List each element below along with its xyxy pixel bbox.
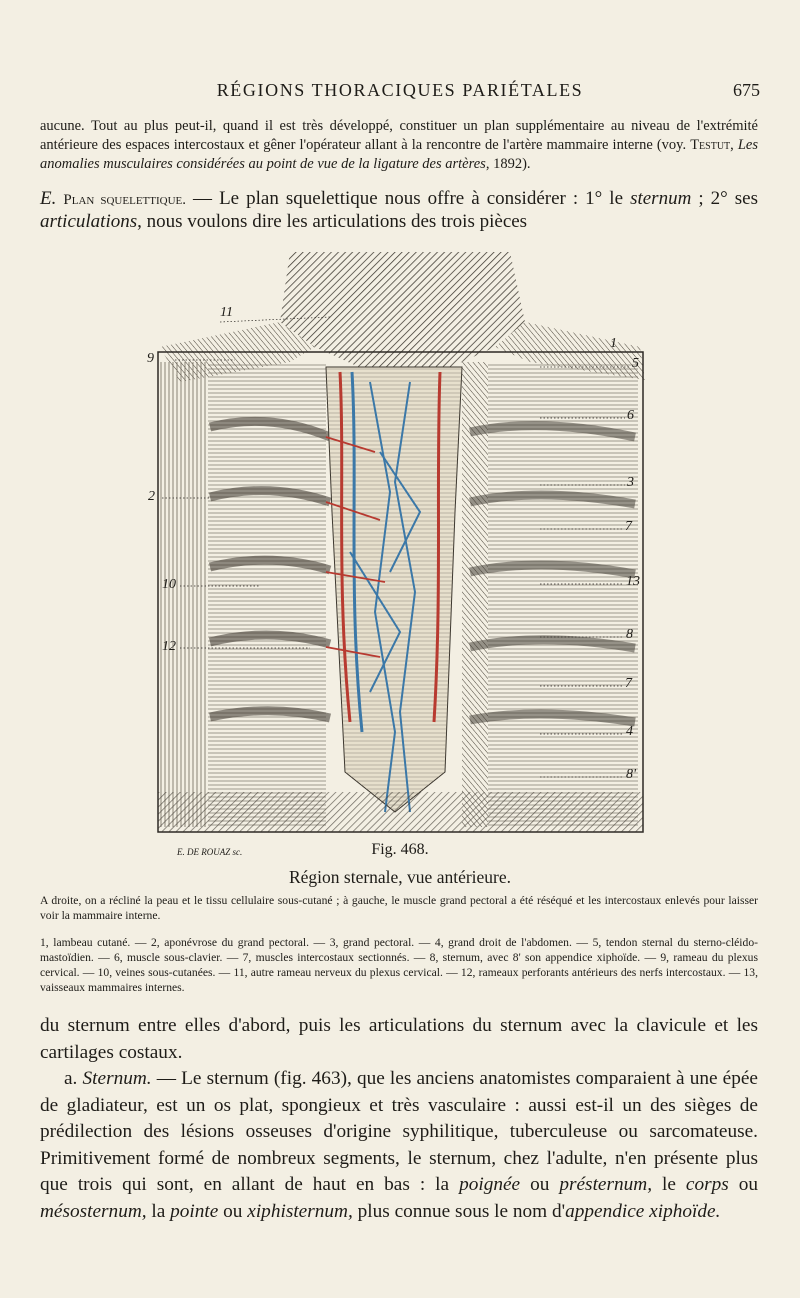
intro-paragraph: aucune. Tout au plus peut-il, quand il est très développé, constituer un plan supplémentaire au niveau de l'extrémité antérieure des espaces intercostaux et gêner l'opérateur allant à la rencontre de l'artère mammaire interne (voy. Testut, Les anomalies musculaires considérées au point de vue de la ligature des artères, 1892). [40, 118, 759, 172]
p2-poignee: poignée [459, 1174, 521, 1195]
caption-legend: 1, lambeau cutané. — 2, aponévrose du grand pectoral. — 3, grand pectoral. — 4, grand droit de l'abdomen. — 5, tendon sternal du sterno-cléido-mastoïdien. — 6, muscle sous-clavier. — 7, muscles intercostaux sectionnés. — 8, sternum, avec 8' son appendice xiphoïde. — 9, rameau du plexus cervical. — 10, veines sous-cutanées. — 11, autre rameau nerveux du plexus cervical. — 12, rameaux perforants antérieurs des nerfs intercostaux. — 13, vaisseaux mammaires internes. [40, 936, 758, 994]
caption-title: Région sternale, vue antérieure. [288, 867, 512, 887]
p2-corps: corps [685, 1174, 729, 1195]
label-7-upper: 7 [625, 519, 632, 534]
body-text [40, 1013, 758, 1225]
label-8-prime: 8' [626, 767, 636, 782]
page-header [0, 80, 800, 110]
plan-text-b: ; 2° ses [691, 188, 758, 209]
p2-c: ou [520, 1174, 560, 1195]
plan-heading: Plan squelettique. [63, 192, 186, 208]
plan-paragraph [40, 188, 758, 233]
label-5: 5 [632, 356, 639, 371]
intro-text-before: aucune. Tout au plus peut-il, quand il est très développé, constituer un plan supplémentaire au niveau de l'extrémité antérieure des espaces intercostaux et gêner l'opérateur allant à la rencontre de l'artère mammaire interne (voy. [40, 118, 758, 153]
label-13: 13 [626, 574, 640, 589]
p2-d: le [652, 1174, 686, 1195]
label-3: 3 [627, 475, 634, 490]
p2-g: ou [218, 1200, 248, 1222]
plan-articulations: articulations [40, 211, 138, 232]
body-paragraph-1: du sternum entre elles d'abord, puis les articulations du sternum avec la clavicule et les cartilages costaux. [40, 1015, 758, 1063]
sternal-region-engraving [140, 252, 668, 844]
p2-appendice: appendice xiphoïde. [565, 1200, 721, 1222]
label-11: 11 [220, 305, 233, 320]
plan-letter: E. [40, 188, 57, 209]
label-1: 1 [610, 336, 617, 351]
anatomical-figure [140, 252, 668, 844]
p2-presternum: présternum, [559, 1174, 653, 1195]
intro-text-after: , 1892). [485, 156, 531, 172]
p2-b: — Le sternum (fig. 463), que les anciens anatomistes comparaient à une épée de gladiateur, est un os plat, spongieux et très vasculaire : aussi est-il un des sièges de prédilection des lésions osseuses d'origine syphilitique, tuberculeuse ou sarcomateuse. Primitivement formé de nombreux segments, le sternum, chez l'adulte, n'en présente plus que trois qui sont, en allant de haut en bas : la [40, 1068, 758, 1195]
p2-a: a. [64, 1068, 83, 1089]
plan-sternum: sternum [630, 188, 692, 209]
label-6: 6 [627, 408, 634, 423]
intro-citation: Les anomalies musculaires considérées au point de vue de la ligature des artères [40, 137, 759, 172]
p2-e: ou [728, 1174, 759, 1195]
page-number: 675 [733, 80, 760, 100]
figure-number: Fig. 468. [371, 841, 429, 858]
rectus-abdominis [158, 792, 643, 832]
running-title: RÉGIONS THORACIQUES PARIÉTALES [216, 80, 584, 100]
plan-text-c: , nous voulons dire les articulations des trois pièces [137, 211, 528, 232]
label-9: 9 [147, 351, 154, 366]
body-paragraph-2 [40, 1066, 758, 1225]
label-10: 10 [162, 577, 176, 592]
p2-sternum: Sternum. [82, 1068, 152, 1089]
label-2: 2 [148, 489, 155, 504]
label-8: 8 [626, 627, 633, 642]
p2-h: plus connue sous le nom d' [352, 1200, 566, 1222]
label-7-lower: 7 [625, 676, 632, 691]
engraver-signature: E. DE ROUAZ sc. [177, 847, 243, 857]
p2-xiphi: xiphisternum, [247, 1200, 353, 1222]
label-12: 12 [162, 639, 176, 654]
p2-f: la [146, 1200, 171, 1222]
p2-meso: mésosternum, [40, 1200, 147, 1222]
p2-pointe: pointe [170, 1200, 219, 1222]
intro-author: Testut [690, 137, 731, 153]
label-4: 4 [626, 724, 633, 739]
left-skin-flap [158, 362, 208, 827]
plan-text-a: — Le plan squelettique nous offre à considérer : 1° le [186, 188, 631, 209]
caption-description: A droite, on a récliné la peau et le tissu cellulaire sous-cutané ; à gauche, le muscle grand pectoral a été réséqué et les intercostaux enlevés pour laisser voir la mammaire interne. [40, 894, 758, 922]
